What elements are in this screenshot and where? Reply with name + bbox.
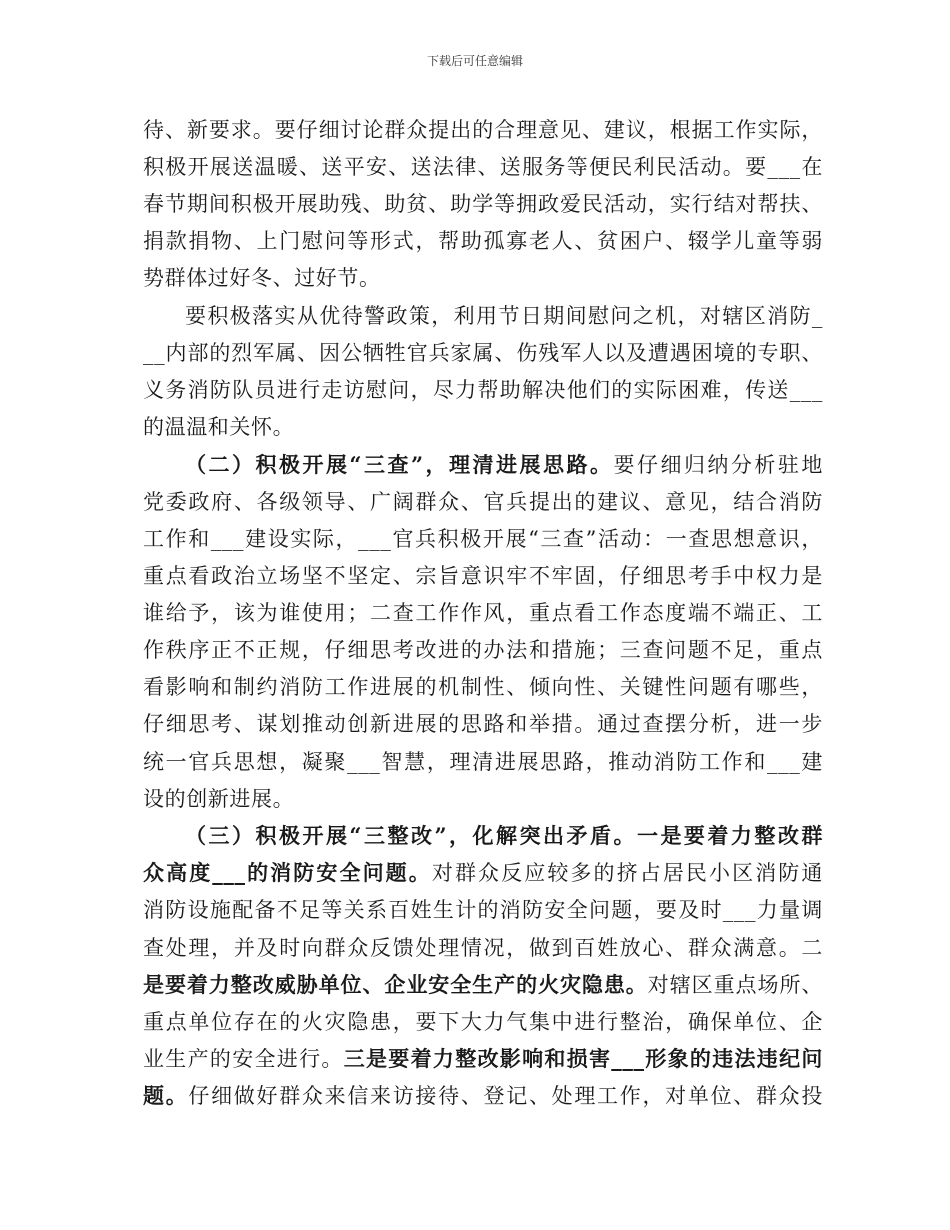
text-line bbox=[143, 488, 823, 516]
text-segment: 义务消防队员进行走访慰问，尽力帮助解决他们的实际困难，传送___ bbox=[143, 378, 823, 402]
text-segment: 看影响和制约消防工作进展的机制性、倾向性、关键性问题有哪些， bbox=[143, 675, 823, 699]
text-line bbox=[143, 1045, 823, 1073]
text-line bbox=[143, 934, 823, 962]
bold-text: 是要着力整改威胁单位、企业安全生产的火灾隐患。 bbox=[143, 972, 648, 997]
text-line bbox=[143, 896, 823, 924]
text-line bbox=[185, 302, 823, 330]
text-segment: 谁给予，该为谁使用；二查工作作风，重点看工作态度端不端正、工 bbox=[143, 601, 823, 625]
text-segment: 查处理，并及时向群众反馈处理情况，做到百姓放心、群众满意。二 bbox=[143, 936, 823, 960]
text-line bbox=[143, 1082, 823, 1110]
text-line bbox=[143, 339, 823, 367]
text-segment: 春节期间积极开展助残、助贫、助学等拥政爱民活动，实行结对帮扶、 bbox=[143, 192, 823, 216]
text-segment: 要积极落实从优待警政策，利用节日期间慰问之机，对辖区消防_ bbox=[185, 304, 823, 328]
text-line bbox=[143, 264, 823, 292]
bold-text: 众高度___的消防安全问题。 bbox=[143, 860, 432, 885]
text-line bbox=[143, 971, 823, 999]
text-segment: 势群体过好冬、过好节。 bbox=[143, 266, 381, 290]
text-line bbox=[143, 190, 823, 218]
text-segment: 统一官兵思想，凝聚___智慧，理清进展思路，推动消防工作和___建 bbox=[143, 750, 823, 774]
text-line bbox=[185, 822, 823, 850]
text-line bbox=[185, 451, 823, 479]
text-line bbox=[143, 227, 823, 255]
text-segment: 捐款捐物、上门慰问等形式，帮助孤寡老人、贫困户、辍学儿童等弱 bbox=[143, 229, 823, 253]
page-header: 下载后可任意编辑 bbox=[426, 54, 523, 68]
text-segment: __内部的烈军属、因公牺牲官兵家属、伤残军人以及遭遇困境的专职、 bbox=[143, 341, 823, 365]
text-segment: 党委政府、各级领导、广阔群众、官兵提出的建议、意见，结合消防 bbox=[143, 490, 823, 514]
text-line bbox=[143, 785, 823, 813]
text-segment: 仔细做好群众来信来访接待、登记、处理工作，对单位、群众投 bbox=[188, 1084, 823, 1108]
text-line bbox=[143, 562, 823, 590]
text-line bbox=[143, 376, 823, 404]
text-segment: 要仔细归纳分析驻地 bbox=[613, 453, 823, 477]
text-segment: 业生产的安全进行。 bbox=[143, 1047, 344, 1071]
text-line bbox=[143, 599, 823, 627]
text-line bbox=[143, 153, 823, 181]
text-segment: 工作和___建设实际，___官兵积极开展“三查”活动：一查思想意识， bbox=[143, 527, 823, 551]
text-segment: 设的创新进展。 bbox=[143, 787, 295, 811]
text-segment: 积极开展送温暖、送平安、送法律、送服务等便民利民活动。要___在 bbox=[143, 155, 823, 179]
text-line bbox=[143, 636, 823, 664]
text-segment: 重点单位存在的火灾隐患，要下大力气集中进行整治，确保单位、企 bbox=[143, 1010, 823, 1034]
text-line bbox=[143, 748, 823, 776]
text-line bbox=[143, 116, 823, 144]
text-line bbox=[143, 525, 823, 553]
bold-text: （三）积极开展“三整改”，化解突出矛盾。一是要着力整改群 bbox=[185, 823, 823, 848]
bold-text: 三是要着力整改影响和损害___形象的违法违纪问 bbox=[343, 1046, 823, 1071]
text-line bbox=[143, 673, 823, 701]
text-segment: 对辖区重点场所、 bbox=[647, 973, 823, 997]
text-segment: 的温温和关怀。 bbox=[143, 415, 295, 439]
bold-text: 题。 bbox=[143, 1083, 189, 1108]
text-line bbox=[143, 710, 823, 738]
text-segment: 仔细思考、谋划推动创新进展的思路和举措。通过查摆分析，进一步 bbox=[143, 712, 823, 736]
text-segment: 重点看政治立场坚不坚定、宗旨意识牢不牢固，仔细思考手中权力是 bbox=[143, 564, 823, 588]
text-line bbox=[143, 859, 823, 887]
text-line bbox=[143, 1008, 823, 1036]
bold-text: （二）积极开展“三查”，理清进展思路。 bbox=[185, 452, 614, 477]
text-segment: 消防设施配备不足等关系百姓生计的消防安全问题，要及时___力量调 bbox=[143, 898, 823, 922]
text-line bbox=[143, 413, 823, 441]
text-segment: 作秩序正不正规，仔细思考改进的办法和措施；三查问题不足，重点 bbox=[143, 638, 823, 662]
text-segment: 对群众反应较多的挤占居民小区消防通 bbox=[431, 861, 823, 885]
text-segment: 待、新要求。要仔细讨论群众提出的合理意见、建议，根据工作实际， bbox=[143, 118, 823, 142]
